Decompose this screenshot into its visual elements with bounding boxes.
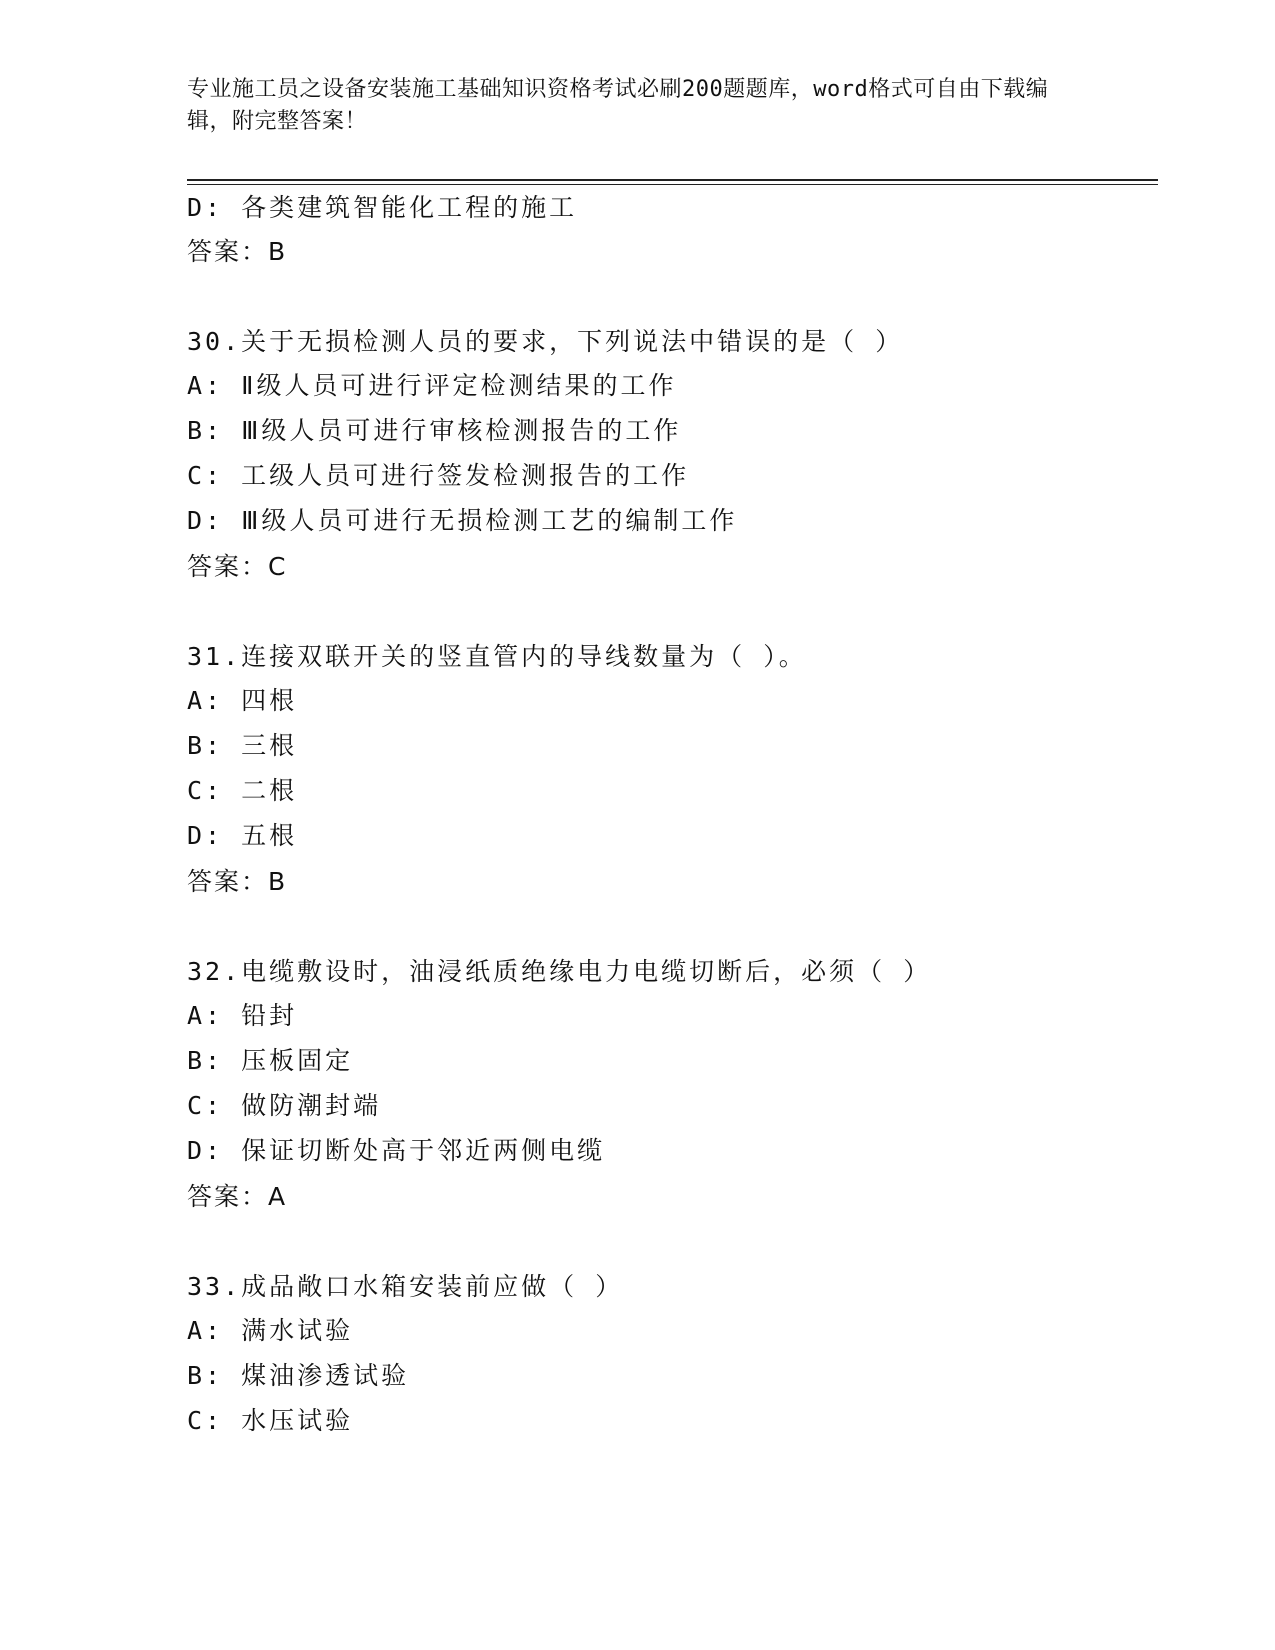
question-31-answer: 答案：B	[187, 867, 288, 896]
question-32-answer: 答案：A	[187, 1182, 288, 1211]
question-33-option-b: B: 煤油渗透试验	[187, 1361, 410, 1390]
question-30-stem: 30.关于无损检测人员的要求，下列说法中错误的是（ ）	[187, 327, 904, 356]
question-33-stem: 33.成品敞口水箱安装前应做（ ）	[187, 1272, 624, 1301]
question-32-option-c: C: 做防潮封端	[187, 1091, 382, 1120]
question-32-option-b: B: 压板固定	[187, 1046, 354, 1075]
question-32-stem: 32.电缆敷设时，油浸纸质绝缘电力电缆切断后，必须（ ）	[187, 957, 932, 986]
prev-question-answer: 答案：B	[187, 237, 288, 266]
document-header: 专业施工员之设备安装施工基础知识资格考试必刷200题题库，word格式可自由下载编辑，附完整答案！	[187, 77, 1049, 134]
question-32-option-a: A: 铅封	[187, 1001, 298, 1030]
question-33-option-c: C: 水压试验	[187, 1406, 354, 1435]
question-30-answer: 答案：C	[187, 552, 288, 581]
question-32-option-d: D: 保证切断处高于邻近两侧电缆	[187, 1136, 606, 1165]
question-31-option-a: A: 四根	[187, 686, 298, 715]
question-30-option-c: C: 工级人员可进行签发检测报告的工作	[187, 461, 690, 490]
question-30-option-a: A: Ⅱ级人员可进行评定检测结果的工作	[187, 371, 677, 400]
question-31-option-d: D: 五根	[187, 821, 298, 850]
question-30-option-d: D: Ⅲ级人员可进行无损检测工艺的编制工作	[187, 506, 738, 535]
question-30-option-b: B: Ⅲ级人员可进行审核检测报告的工作	[187, 416, 682, 445]
question-31-option-b: B: 三根	[187, 731, 298, 760]
question-31-option-c: C: 二根	[187, 776, 298, 805]
header-divider-thick	[187, 179, 1158, 181]
question-33-option-a: A: 满水试验	[187, 1316, 354, 1345]
header-divider-thin	[187, 184, 1158, 185]
prev-question-option-d: D: 各类建筑智能化工程的施工	[187, 193, 578, 222]
question-31-stem: 31.连接双联开关的竖直管内的导线数量为（ ）。	[187, 642, 807, 671]
